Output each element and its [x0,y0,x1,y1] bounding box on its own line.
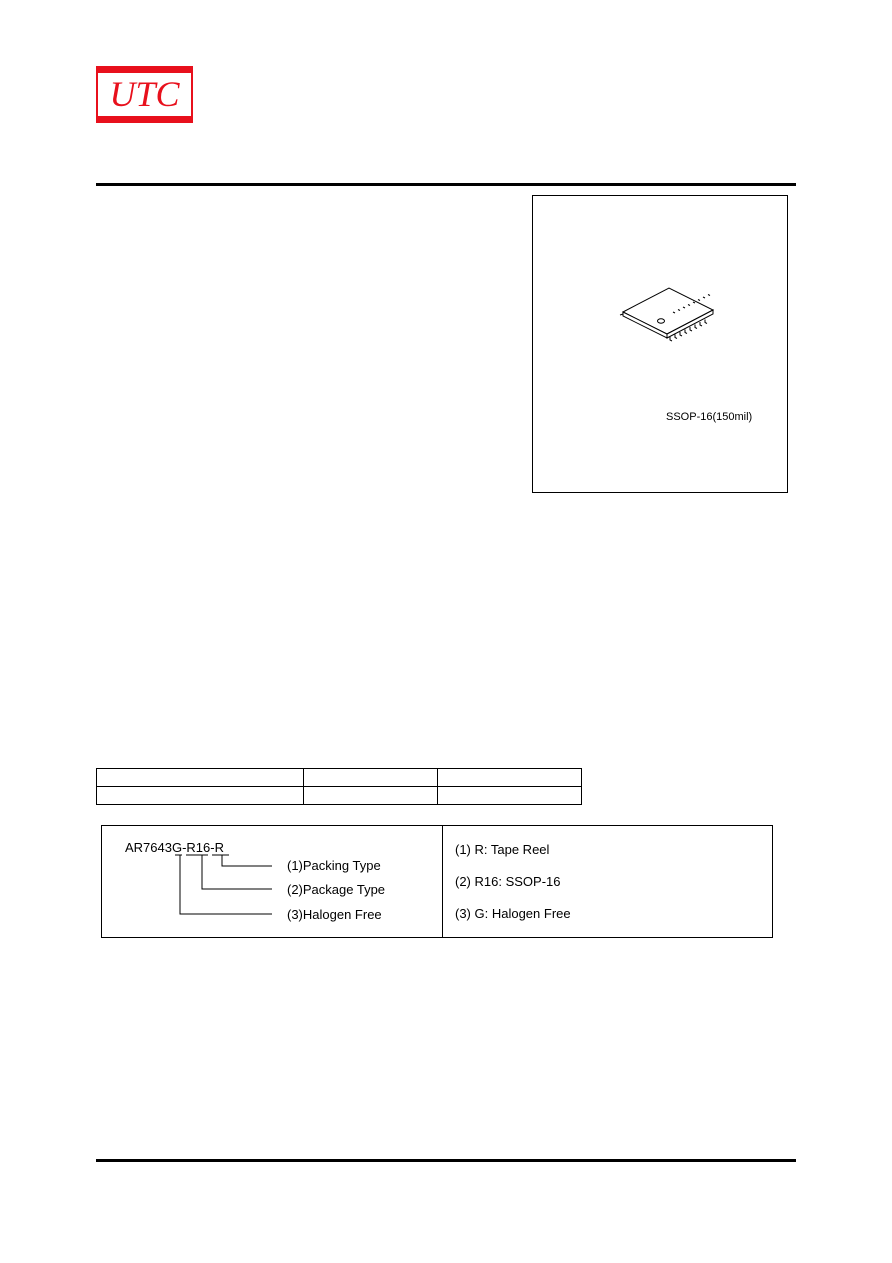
legend-halogen-free: (3)Halogen Free [287,907,382,922]
table-row [97,787,582,805]
legend-package-type: (2)Package Type [287,882,386,897]
table-cell [97,787,304,805]
ordering-table [96,768,582,805]
ssop16-chip-icon [617,282,717,342]
table-cell [438,769,582,787]
footer-rule [96,1159,796,1162]
table-cell [438,787,582,805]
part-number-diagram [101,825,773,938]
legend-packing-type: (1)Packing Type [287,858,381,873]
part-number: AR7643G-R16-R [125,840,224,855]
table-cell [304,769,438,787]
package-label: SSOP-16(150mil) [666,411,753,423]
column-divider [442,826,443,937]
header-rule [96,183,796,186]
package-figure-box [532,195,788,493]
code-packing-type: (1) R: Tape Reel [455,842,550,857]
utc-logo [96,66,193,123]
logo-text: UTC [109,74,180,114]
code-halogen-free: (3) G: Halogen Free [455,906,571,921]
table-row [97,769,582,787]
utc-logo-graphic [96,66,193,123]
table-cell [97,769,304,787]
table-cell [304,787,438,805]
code-package-type: (2) R16: SSOP-16 [455,874,561,889]
